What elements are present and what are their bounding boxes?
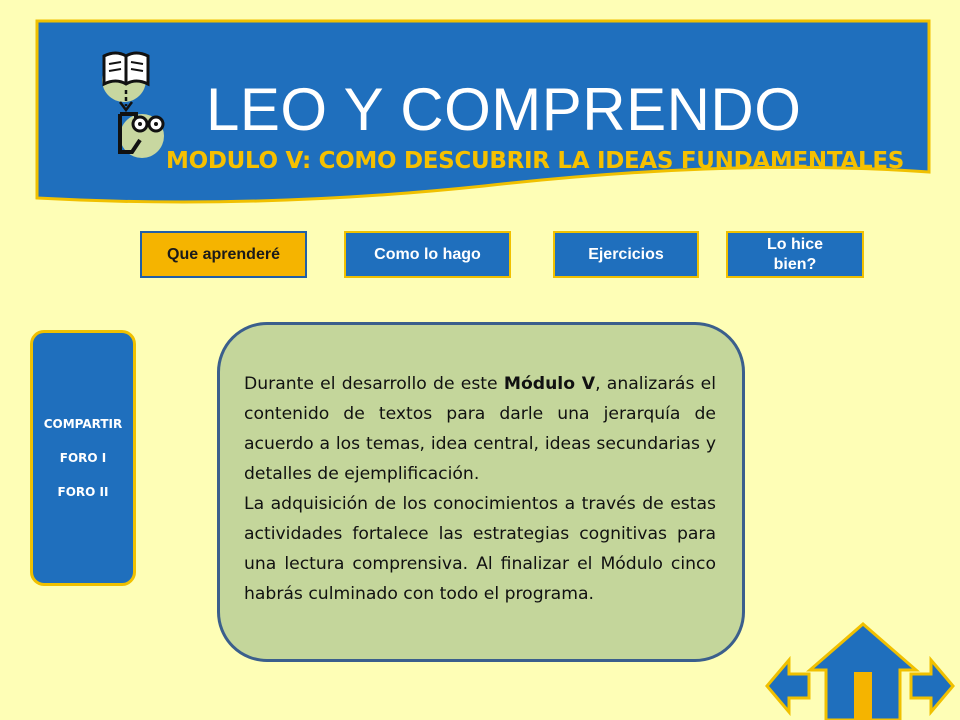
nav-lo-hice-bien-button[interactable]: Lo hice bien? (726, 231, 864, 278)
nav-ejercicios-button[interactable]: Ejercicios (553, 231, 699, 278)
back-arrow-icon[interactable] (764, 656, 812, 716)
content-text: , analizarás el contenido de textos para darle una jerarquía de acuerdo a los temas, idea central, ideas secundarias y detalles de ejemplificación. (244, 374, 717, 484)
sidebar-panel (30, 330, 136, 586)
module-name-bold: Módulo V (503, 374, 596, 394)
content-text: Durante el desarrollo de este (244, 374, 504, 394)
sidebar-item-compartir[interactable]: COMPARTIR (43, 417, 123, 431)
content-paragraph-2: La adquisición de los conocimientos a través de estas actividades fortalece las estrategias cognitivas para una lectura comprensiva. Al finalizar el Módulo cinco habrás culminado con todo el programa. (244, 494, 716, 604)
module-subtitle: MODULO V: COMO DESCUBRIR LA IDEAS FUNDAMENTALES (166, 148, 905, 174)
reading-logo-icon (96, 44, 176, 164)
page-title: LEO Y COMPRENDO (206, 76, 802, 143)
sidebar-item-foro-ii[interactable]: FORO II (57, 485, 109, 499)
nav-como-lo-hago-button[interactable]: Como lo hago (344, 231, 511, 278)
content-panel (217, 322, 745, 662)
content-paragraph-1 (244, 369, 716, 489)
home-icon[interactable] (806, 620, 920, 720)
header-banner (34, 18, 932, 210)
nav-que-aprendere-button[interactable]: Que aprenderé (140, 231, 307, 278)
forward-arrow-icon[interactable] (906, 656, 956, 716)
sidebar-item-foro-i[interactable]: FORO I (59, 451, 107, 465)
